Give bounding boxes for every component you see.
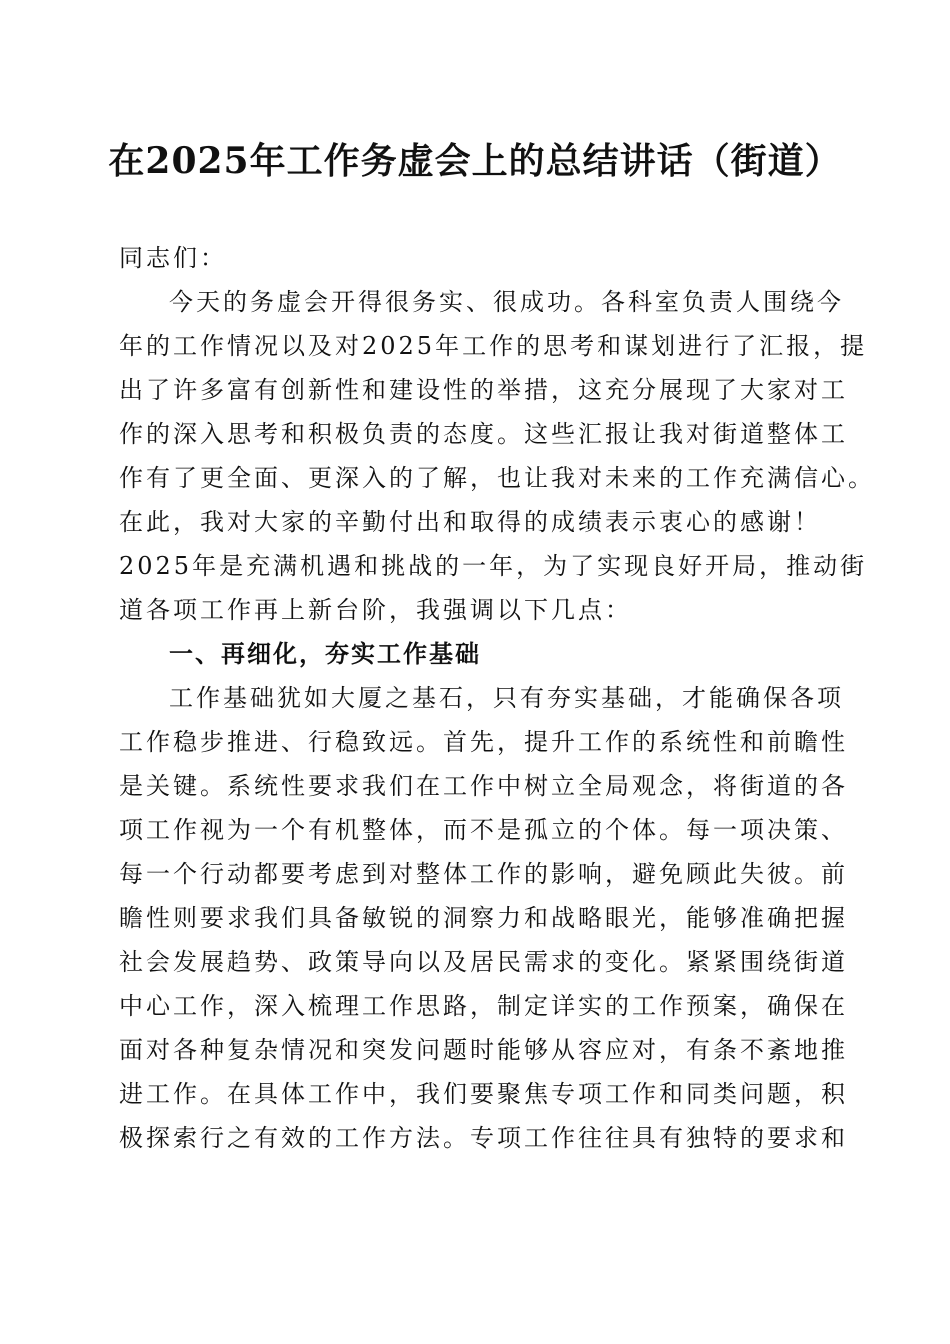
document-title: 在2025年工作务虚会上的总结讲话（街道）: [108, 140, 842, 182]
paragraph-line: 年的工作情况以及对2025年工作的思考和谋划进行了汇报，提: [119, 332, 868, 360]
paragraph-line: 是关键。系统性要求我们在工作中树立全局观念，将街道的各: [119, 772, 848, 800]
paragraph-line: 道各项工作再上新台阶，我强调以下几点：: [119, 596, 632, 624]
paragraph-line: 每一个行动都要考虑到对整体工作的影响，避免顾此失彼。前: [119, 860, 848, 888]
document-body: [119, 236, 875, 1160]
paragraph-line: 2025年是充满机遇和挑战的一年，为了实现良好开局，推动街: [119, 552, 868, 580]
paragraph-line: 极探索行之有效的工作方法。专项工作往往具有独特的要求和: [119, 1124, 848, 1152]
paragraph-line: 工作基础犹如大厦之基石，只有夯实基础，才能确保各项: [169, 684, 844, 712]
paragraph-line: 作有了更全面、更深入的了解，也让我对未来的工作充满信心。: [119, 464, 875, 492]
paragraph-line: 社会发展趋势、政策导向以及居民需求的变化。紧紧围绕街道: [119, 948, 848, 976]
paragraph-line: 瞻性则要求我们具备敏锐的洞察力和战略眼光，能够准确把握: [119, 904, 848, 932]
paragraph-line: 项工作视为一个有机整体，而不是孤立的个体。每一项决策、: [119, 816, 848, 844]
salutation: 同志们：: [119, 244, 227, 272]
paragraph-line: 进工作。在具体工作中，我们要聚焦专项工作和同类问题，积: [119, 1080, 848, 1108]
paragraph-line: 出了许多富有创新性和建设性的举措，这充分展现了大家对工: [119, 376, 848, 404]
section-heading: 一、再细化，夯实工作基础: [169, 640, 481, 668]
paragraph-line: 中心工作，深入梳理工作思路，制定详实的工作预案，确保在: [119, 992, 848, 1020]
paragraph-line: 面对各种复杂情况和突发问题时能够从容应对，有条不紊地推: [119, 1036, 848, 1064]
paragraph-line: 今天的务虚会开得很务实、很成功。各科室负责人围绕今: [169, 288, 844, 316]
paragraph-line: 在此，我对大家的辛勤付出和取得的成绩表示衷心的感谢！: [119, 508, 821, 536]
paragraph-line: 作的深入思考和积极负责的态度。这些汇报让我对街道整体工: [119, 420, 848, 448]
paragraph-line: 工作稳步推进、行稳致远。首先，提升工作的系统性和前瞻性: [119, 728, 848, 756]
